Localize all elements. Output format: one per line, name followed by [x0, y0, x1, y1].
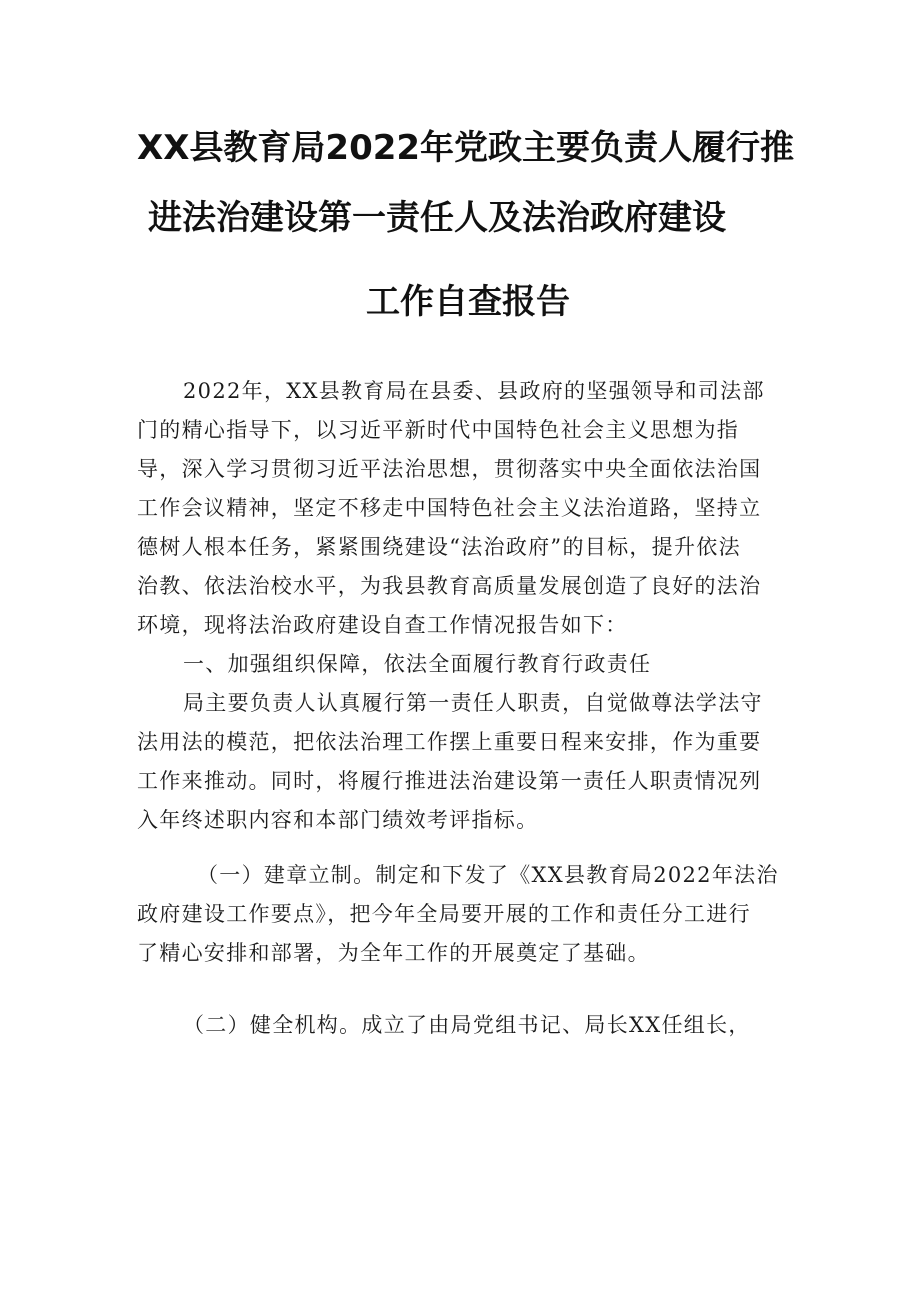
- spacer: [137, 840, 787, 856]
- intro-line: 工作会议精神，坚定不移走中国特色社会主义法治道路，坚持立: [137, 496, 762, 520]
- intro-line: 德树人根本任务，紧紧围绕建设“法治政府”的目标，提升依法: [137, 535, 741, 559]
- paragraph-1-line: 入年终述职内容和本部门绩效考评指标。: [137, 808, 539, 832]
- document-title-line-2: 进法治建设第一责任人及法治政府建设: [148, 198, 726, 238]
- intro-line: 2022年，XX县教育局在县委、县政府的坚强领导和司法部: [183, 379, 765, 403]
- document-body: [137, 372, 787, 1045]
- intro-line: 导，深入学习贯彻习近平法治思想，贯彻落实中央全面依法治国: [137, 457, 762, 481]
- paragraph-1-line: 局主要负责人认真履行第一责任人职责，自觉做尊法学法守: [183, 691, 763, 715]
- paragraph-2-line: （一）建章立制。制定和下发了《XX县教育局2022年法治: [197, 863, 779, 887]
- spacer: [137, 973, 787, 1006]
- paragraph-3-line: （二）健全机构。成立了由局党组书记、局长XX任组长，: [183, 1013, 751, 1037]
- paragraph-1-line: 工作来推动。同时，将履行推进法治建设第一责任人职责情况列: [137, 769, 762, 793]
- intro-line: 环境，现将法治政府建设自查工作情况报告如下：: [137, 613, 628, 637]
- document-title-line-3: 工作自查报告: [366, 282, 570, 322]
- paragraph-2-line: 政府建设工作要点》，把今年全局要开展的工作和责任分工进行: [137, 902, 751, 926]
- intro-line: 治教、依法治校水平，为我县教育高质量发展创造了良好的法治: [137, 574, 762, 598]
- document-title-line-1: XX县教育局2022年党政主要负责人履行推: [137, 128, 795, 168]
- paragraph-2-line: 了精心安排和部署，为全年工作的开展奠定了基础。: [137, 941, 650, 965]
- paragraph-1-line: 法用法的模范，把依法治理工作摆上重要日程来安排，作为重要: [137, 730, 762, 754]
- intro-line: 门的精心指导下，以习近平新时代中国特色社会主义思想为指: [137, 418, 740, 442]
- section-heading: 一、加强组织保障，依法全面履行教育行政责任: [183, 652, 652, 676]
